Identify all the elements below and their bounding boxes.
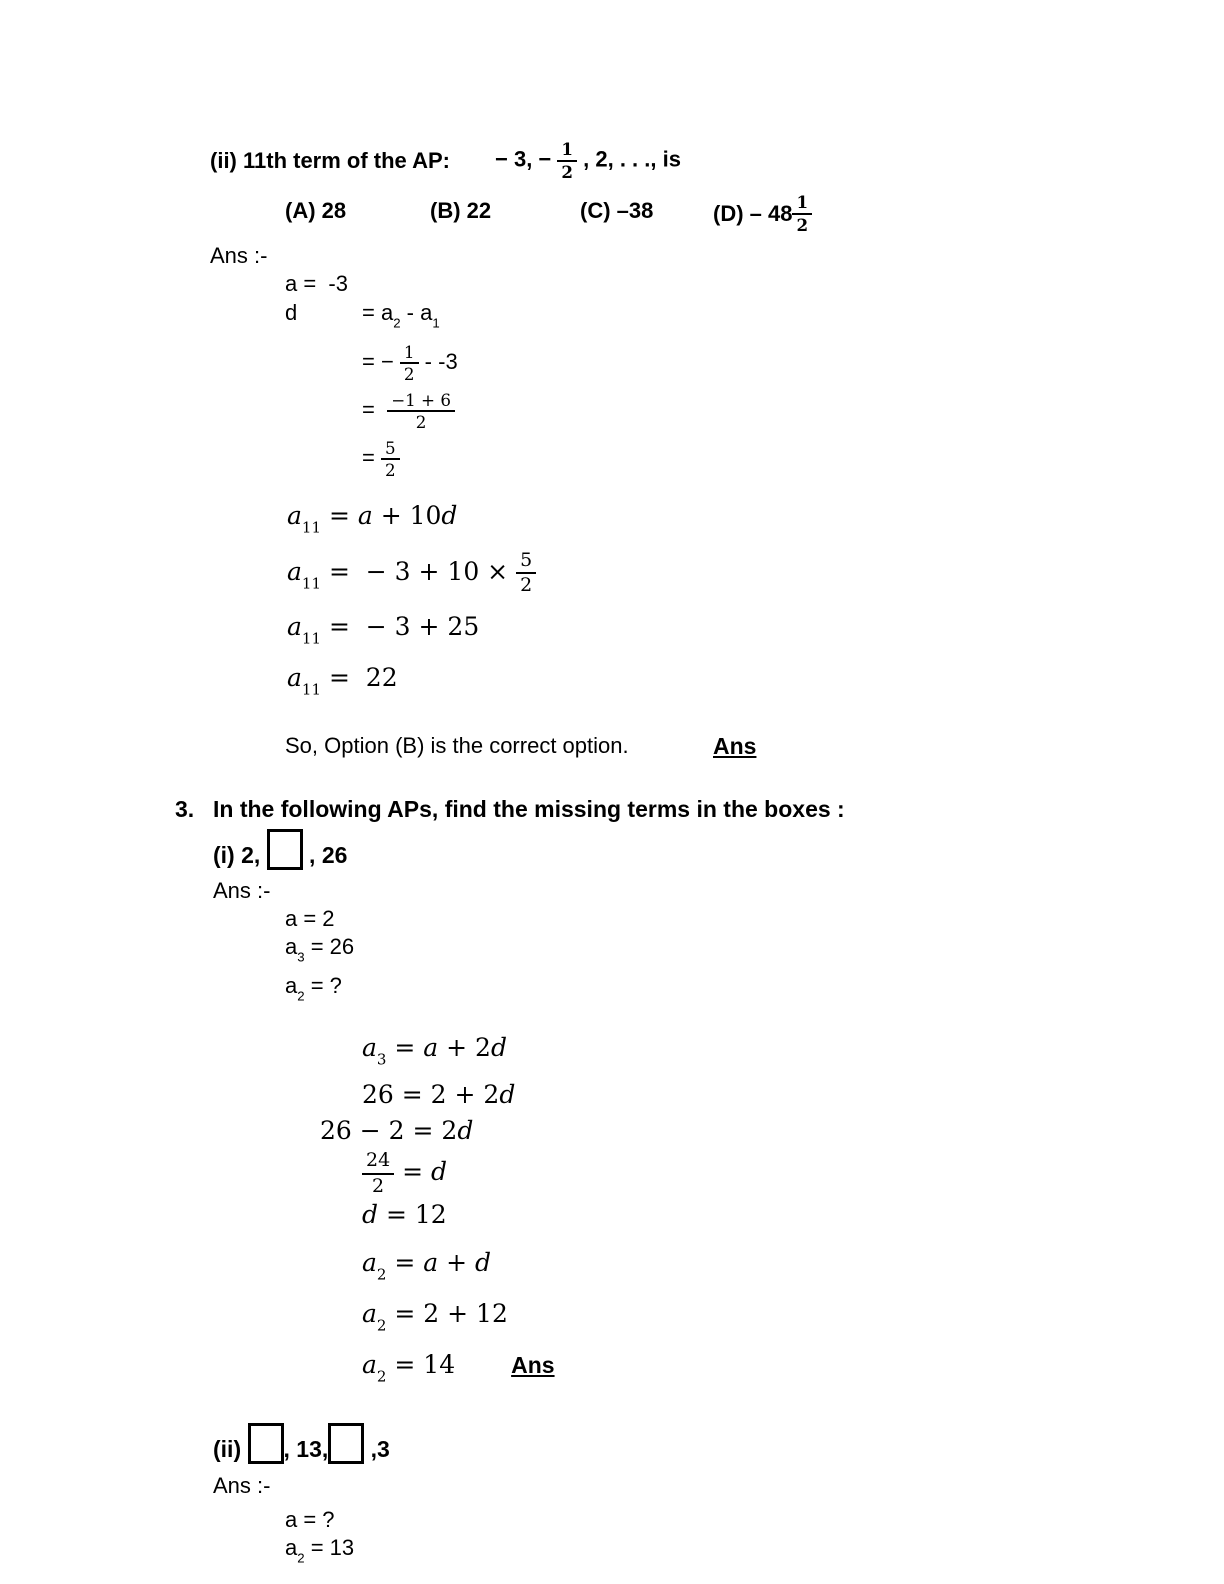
text-run: − 3, − <box>495 146 558 172</box>
text-run: 26 = 2 + 2 <box>362 1080 500 1109</box>
conclusion-text: So, Option (B) is the correct option. <box>285 733 629 759</box>
answer-tag: Ans <box>511 1352 555 1379</box>
text-run: 11 <box>301 629 321 647</box>
text-run: a <box>362 1350 377 1380</box>
answer-label: Ans :- <box>210 243 268 268</box>
given-line <box>285 933 1224 971</box>
a11-equations-block <box>287 496 1224 709</box>
text-run: + <box>438 1247 476 1277</box>
text-run: = 14 <box>386 1350 456 1380</box>
given-values-block <box>285 270 1224 482</box>
equation-a11 <box>287 658 1224 709</box>
equation-step <box>362 1243 1224 1294</box>
text-run: = − 3 + 10 × <box>321 556 517 586</box>
equation-step <box>362 1294 1224 1345</box>
question-2ii-sequence <box>495 140 681 181</box>
option-c: (C) –38 <box>580 198 654 223</box>
given-line <box>285 905 1224 933</box>
question-3-text: In the following APs, find the missing terms in the boxes : <box>213 796 845 823</box>
part-i-d-work-block <box>320 1030 1224 1233</box>
text-run: 1 <box>432 315 440 331</box>
option-a: (A) 28 <box>285 198 347 223</box>
part-i-given-block <box>285 905 1224 1010</box>
fraction-denominator: 2 <box>403 364 415 385</box>
equation-step-final <box>362 1345 1224 1396</box>
text-run: a <box>362 1299 377 1329</box>
fraction-numerator: 1 <box>557 140 577 162</box>
text-run: 2 <box>393 315 401 331</box>
text-run: a <box>285 1534 298 1560</box>
fraction <box>516 550 536 597</box>
d-symbol: d <box>285 300 298 325</box>
fraction <box>557 140 577 181</box>
fraction-denominator: 2 <box>561 162 574 182</box>
text-run: 26 − 2 = 2 <box>320 1116 458 1145</box>
part-ii-label <box>213 1423 1224 1472</box>
equation-d-step <box>362 386 458 434</box>
text-run: a <box>423 1032 439 1062</box>
part-i-label <box>213 829 1224 877</box>
question-2ii-label: (ii) 11th term of the AP: <box>210 148 450 173</box>
part-i-a2-work-block <box>362 1243 1224 1397</box>
text-run: 11 <box>301 518 321 537</box>
conclusion-row <box>285 733 1224 763</box>
missing-term-box <box>248 1423 284 1464</box>
text-run: = 12 <box>378 1199 447 1229</box>
text-run: = − <box>362 349 400 375</box>
text-run: + 2 <box>438 1032 491 1062</box>
equation-d-step <box>362 434 458 482</box>
text-run: - -3 <box>418 349 458 375</box>
text-run: 3 <box>297 949 305 965</box>
fraction <box>381 439 400 480</box>
text-run: 2 <box>297 987 305 1003</box>
text-run: = 13 <box>304 1534 355 1560</box>
fraction-denominator: 2 <box>520 574 533 596</box>
fraction-denominator: 2 <box>796 215 809 235</box>
text-run: (ii) <box>213 1435 248 1462</box>
text-run: d <box>362 1199 379 1229</box>
text-run: = 22 <box>321 663 398 692</box>
given-line <box>285 1506 1224 1534</box>
text-run: ,3 <box>364 1435 390 1462</box>
text-run: d <box>475 1247 492 1277</box>
question-2ii-heading-row <box>210 136 1224 186</box>
text-run: 2 <box>376 1265 387 1284</box>
fraction <box>792 193 812 234</box>
text-run: = <box>362 397 388 423</box>
answer-label: Ans :- <box>213 878 271 904</box>
question-3-number: 3. <box>175 796 195 823</box>
equation-step <box>320 1113 1224 1149</box>
equation-d-block <box>285 298 1224 482</box>
given-line <box>285 972 1224 1010</box>
fraction <box>387 391 455 432</box>
equation-a-value: a = -3 <box>285 271 348 296</box>
text-run: , 13, <box>283 1435 329 1462</box>
text-run: , 2, . . ., is <box>577 146 681 172</box>
fraction-numerator: 5 <box>381 439 400 461</box>
question-3-heading-row <box>175 793 1224 825</box>
text-run: 11 <box>301 680 321 699</box>
text-run: a <box>285 972 298 998</box>
equation-step <box>362 1030 1224 1077</box>
missing-term-box <box>267 829 303 870</box>
text-run: = − 3 + 25 <box>321 611 480 641</box>
option-d <box>713 186 812 242</box>
text-run: + 10 <box>372 501 442 531</box>
text-run: d <box>441 501 458 531</box>
text-run: a <box>362 1032 377 1062</box>
d-steps-column <box>362 298 458 482</box>
equation-step <box>362 1197 1224 1233</box>
fraction-denominator: 2 <box>415 412 427 433</box>
text-run: = <box>321 501 358 531</box>
text-run: 11 <box>301 573 321 592</box>
text-run: a <box>423 1247 439 1277</box>
fraction-numerator: 1 <box>400 343 419 365</box>
text-run: = <box>394 1157 432 1186</box>
text-run: 2 <box>376 1316 387 1335</box>
equation-d-step <box>362 338 458 386</box>
equation-a11 <box>287 548 1224 607</box>
text-run: = <box>386 1032 424 1062</box>
text-run: a <box>287 501 302 531</box>
part-ii-given-block <box>285 1506 1224 1572</box>
fraction-numerator: 1 <box>792 193 812 215</box>
text-run: d <box>457 1116 474 1145</box>
equation-d-step <box>362 298 458 338</box>
text-run: - a <box>400 300 433 325</box>
equation-a11 <box>287 607 1224 658</box>
text-run: 3 <box>376 1050 387 1068</box>
text-run: (i) 2, <box>213 842 267 869</box>
fraction-numerator: −1 + 6 <box>387 391 455 413</box>
text-run: 2 <box>297 1549 305 1565</box>
fraction-numerator: 5 <box>516 550 536 574</box>
text-run: a <box>357 501 373 531</box>
answer-label: Ans :- <box>213 1472 271 1498</box>
text-run: (D) – 48 <box>713 201 793 226</box>
text-run: 2 <box>376 1367 387 1386</box>
text-run: a <box>287 611 302 641</box>
text-run: a <box>287 556 302 586</box>
fraction-denominator: 2 <box>372 1174 385 1197</box>
equation-a11 <box>287 496 1224 547</box>
option-b: (B) 22 <box>430 198 492 223</box>
fraction <box>400 343 419 384</box>
missing-term-box <box>328 1423 364 1464</box>
text-run: = <box>362 445 381 471</box>
fraction-denominator: 2 <box>384 460 396 481</box>
answer-tag: Ans <box>713 733 757 760</box>
equation-step <box>362 1149 1224 1197</box>
text-run: = <box>386 1247 424 1277</box>
text-run: a = 2 <box>285 906 335 932</box>
text-run: a <box>362 1247 377 1277</box>
text-run: = 2 + 12 <box>386 1299 508 1329</box>
text-run: = 26 <box>304 934 355 960</box>
text-run: a = ? <box>285 1506 335 1532</box>
equation-step <box>362 1077 1224 1113</box>
text-run: = a <box>362 300 394 325</box>
text-run: = ? <box>304 972 342 998</box>
fraction-numerator: 24 <box>362 1150 394 1174</box>
given-line <box>285 1534 1224 1572</box>
fraction <box>362 1150 394 1197</box>
text-run: a <box>287 663 302 692</box>
text-run: d <box>490 1032 507 1062</box>
text-run: d <box>431 1157 448 1186</box>
text-run: a <box>285 934 298 960</box>
options-row <box>285 186 1224 242</box>
equation-a2-result <box>362 1350 456 1386</box>
text-run: d <box>499 1080 516 1109</box>
text-run: , 26 <box>302 842 348 869</box>
